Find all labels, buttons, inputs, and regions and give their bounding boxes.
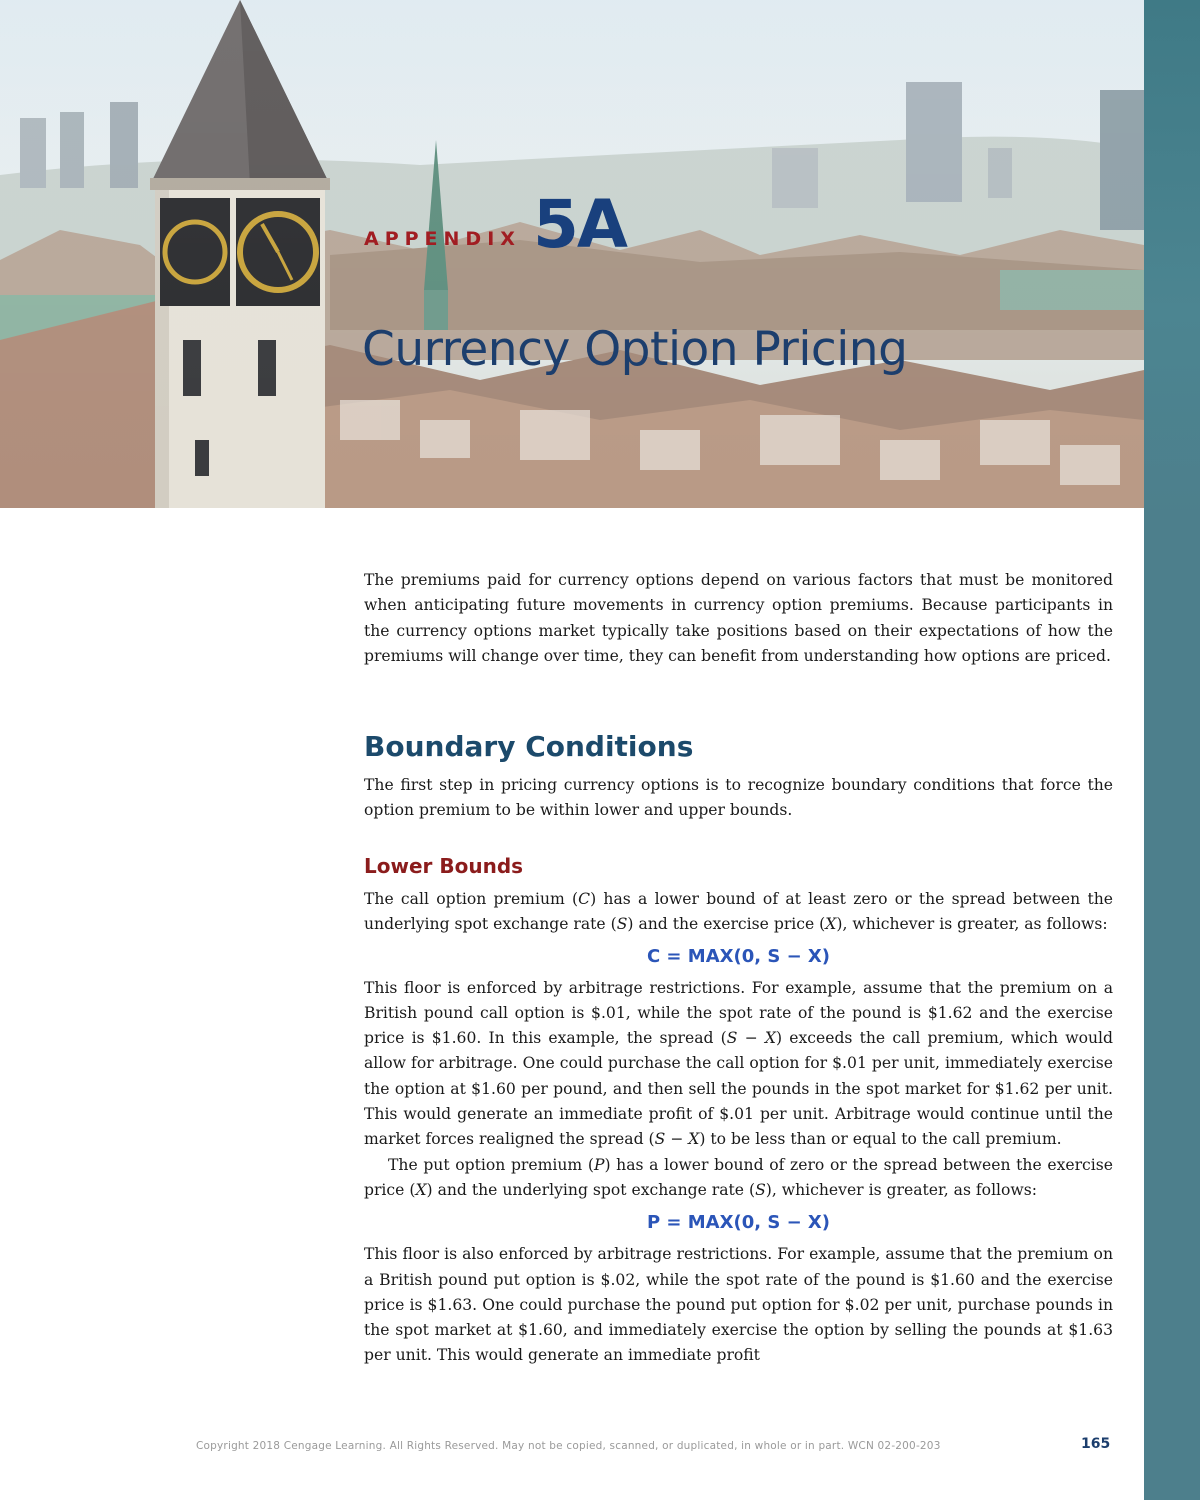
put-intro-paragraph: The put option premium (P) has a lower bound of zero or the spread between the exercise price (X) and the underlying spot exchange rate (S), whichever is greater, as follows: [364, 1155, 1113, 1199]
chapter-title: Currency Option Pricing [362, 322, 908, 377]
section-paragraph: The first step in pricing currency options is to recognize boundary conditions that force the option premium to be within lower and upper bounds. [364, 776, 1113, 820]
appendix-number: 5A [533, 186, 627, 263]
lower-bounds-section [364, 854, 1113, 1369]
put-equation: P = MAX(0, S − X) [646, 1212, 831, 1234]
side-color-bar-top [1144, 0, 1200, 520]
boundary-conditions-section [364, 730, 1113, 824]
section-heading: Boundary Conditions [364, 730, 694, 763]
put-paragraph: This floor is also enforced by arbitrage restrictions. For example, assume that the premium on a British pound put option is $.02, while the spot rate of the pound is $1.60 and the exercise price is $1.63. One could purchase the pound put option for $.02 per unit, purchase pounds in the spot market at $1.60, and immediately exercise the option by selling the pounds at $1.63 per unit. This would generate an immediate profit [364, 1245, 1113, 1365]
page-number: 165 [1081, 1436, 1111, 1452]
call-intro-paragraph: The call option premium (C) has a lower bound of at least zero or the spread between the underlying spot exchange rate (S) and the exercise price (X), whichever is greater, as follows: [364, 890, 1113, 934]
intro-section [364, 568, 1113, 669]
call-equation: C = MAX(0, S − X) [646, 945, 831, 967]
subsection-heading: Lower Bounds [364, 854, 524, 878]
intro-paragraph: The premiums paid for currency options depend on various factors that must be monitored when anticipating future movements in currency option premiums. Because participants in the currency options market typically take positions based on their expectations of how the premiums will change over time, they can benefit from understanding how options are priced. [364, 571, 1113, 665]
appendix-label: APPENDIX [364, 228, 521, 250]
copyright-notice: Copyright 2018 Cengage Learning. All Rights Reserved. May not be copied, scanned, or duplicated, in whole or in part. WCN 02-200-203 [196, 1440, 941, 1452]
call-paragraph: This floor is enforced by arbitrage restrictions. For example, assume that the premium on a British pound call option is $.01, while the spot rate of the pound is $1.62 and the exercise price is $1.60. In this example, the spread (S − X) exceeds the call premium, which would allow for arbitrage. One could purchase the call option for $.01 per unit, immediately exercise the option at $1.60 per pound, and then sell the pounds in the spot market for $1.62 per unit. This would generate an immediate profit of $.01 per unit. Arbitrage would continue until the market forces realigned the spread (S − X) to be less than or equal to the call premium. [364, 978, 1113, 1149]
